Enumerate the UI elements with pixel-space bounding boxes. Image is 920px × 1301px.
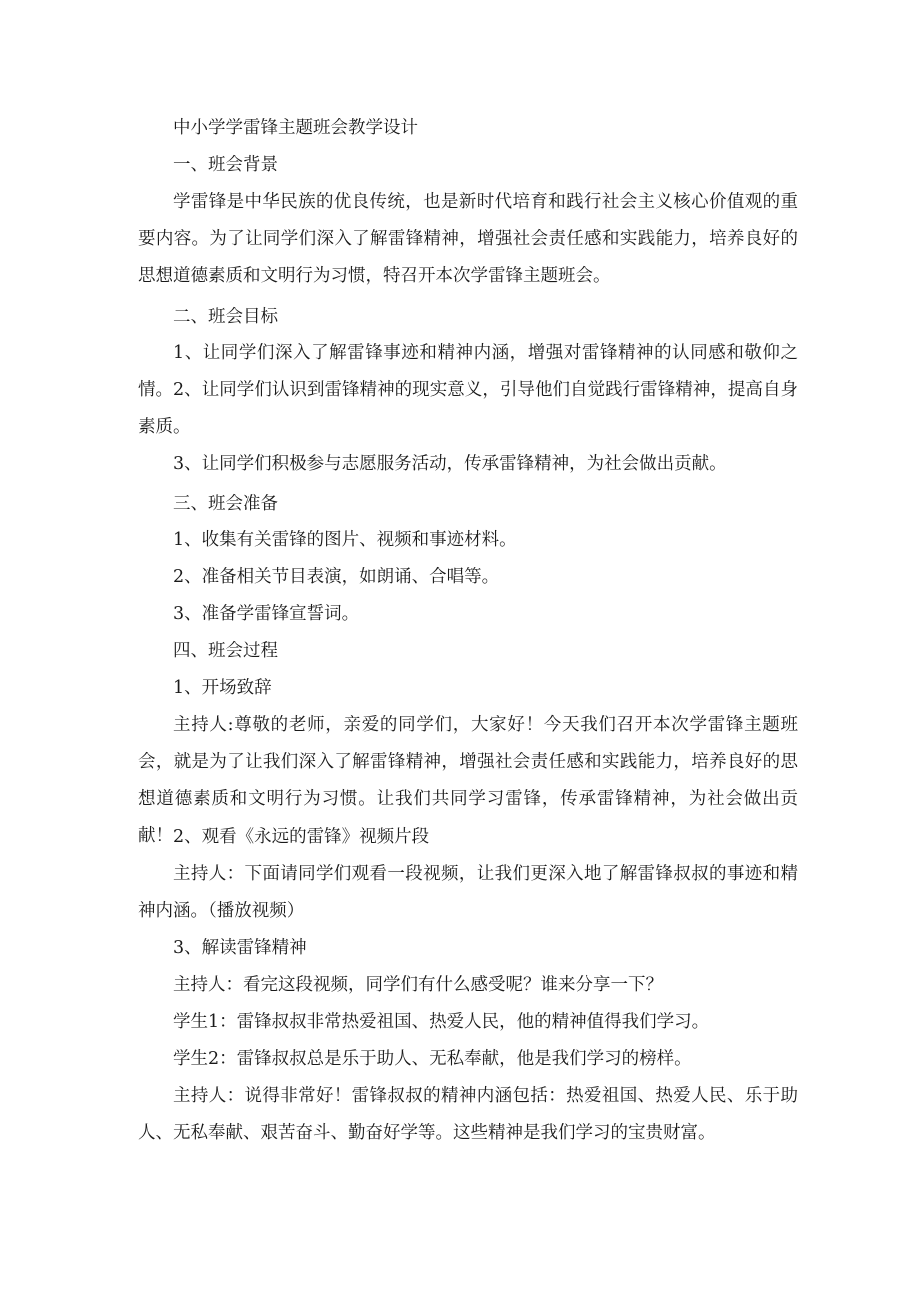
section-heading-goals: 二、班会目标 <box>173 307 278 327</box>
student-2-answer: 学生2：雷锋叔叔总是乐于助人、无私奉献，他是我们学习的榜样。 <box>173 1049 692 1069</box>
section-heading-process: 四、班会过程 <box>173 641 278 661</box>
process-step-2-heading: 2、观看《永远的雷锋》视频片段 <box>173 827 430 847</box>
prep-item-1: 1、收集有关雷锋的图片、视频和事迹材料。 <box>173 530 517 550</box>
process-step-1-heading: 1、开场致辞 <box>173 678 272 698</box>
goal-item-2: 2、让同学们认识到雷锋精神的现实意义，引导他们自觉践行雷锋精神，提高自身素质。 <box>138 380 798 437</box>
section-heading-background: 一、班会背景 <box>173 155 278 175</box>
video-paragraph: 主持人：下面请同学们观看一段视频，让我们更深入地了解雷锋叔叔的事迹和精神内涵。（播放视频） <box>138 864 798 921</box>
opening-speech-paragraph: 主持人:尊敬的老师，亲爱的同学们，大家好！今天我们召开本次学雷锋主题班会，就是为了让我们深入了解雷锋精神，增强社会责任感和实践能力，培养良好的思想道德素质和文明行为习惯。让我们共同学习雷锋，传承雷锋精神，为社会做出贡献！ <box>138 715 798 846</box>
student-1-answer: 学生1：雷锋叔叔非常热爱祖国、热爱人民，他的精神值得我们学习。 <box>173 1012 710 1032</box>
goal-item-1: 1、让同学们深入了解雷锋事迹和精神内涵，增强对雷锋精神的认同感和敬仰之情。 <box>138 343 798 400</box>
host-summary: 主持人：说得非常好！雷锋叔叔的精神内涵包括：热爱祖国、热爱人民、乐于助人、无私奉献、艰苦奋斗、勤奋好学等。这些精神是我们学习的宝贵财富。 <box>138 1086 798 1143</box>
section-heading-preparation: 三、班会准备 <box>173 494 278 514</box>
document-title: 中小学学雷锋主题班会教学设计 <box>173 118 418 138</box>
process-step-3-heading: 3、解读雷锋精神 <box>173 938 307 958</box>
host-question: 主持人：看完这段视频，同学们有什么感受呢？谁来分享一下？ <box>173 975 663 995</box>
prep-item-3: 3、准备学雷锋宣誓词。 <box>173 604 360 624</box>
prep-item-2: 2、准备相关节目表演，如朗诵、合唱等。 <box>173 567 500 587</box>
goal-item-3: 3、让同学们积极参与志愿服务活动，传承雷锋精神，为社会做出贡献。 <box>173 454 727 474</box>
background-paragraph: 学雷锋是中华民族的优良传统，也是新时代培育和践行社会主义核心价值观的重要内容。为了让同学们深入了解雷锋精神，增强社会责任感和实践能力，培养良好的思想道德素质和文明行为习惯，特召开本次学雷锋主题班会。 <box>138 192 798 286</box>
